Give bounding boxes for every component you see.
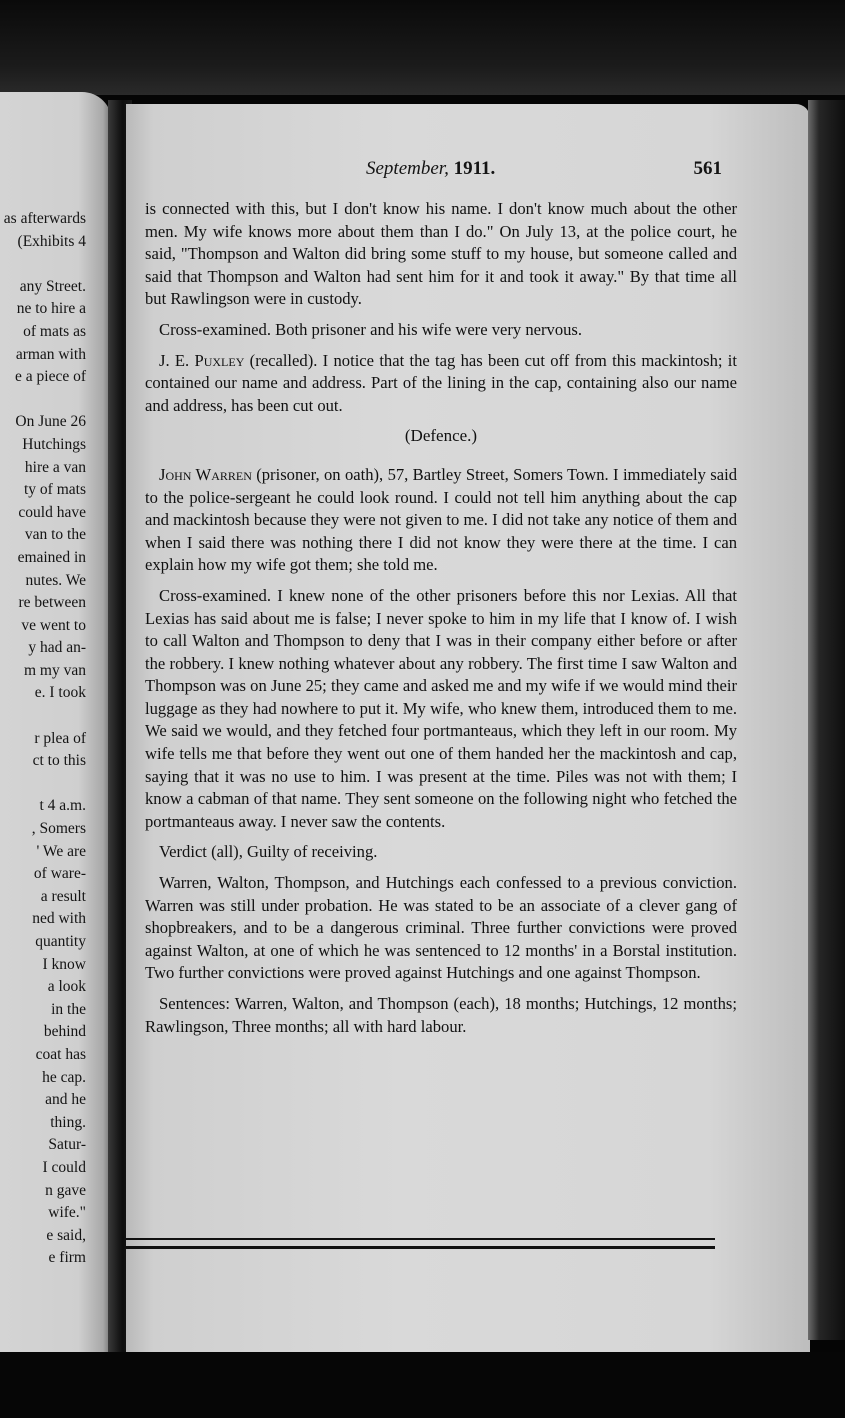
left-page-fragment: I know (42, 955, 86, 973)
header-date: September, 1911. (366, 158, 496, 179)
left-page-fragment: and he (45, 1091, 86, 1109)
left-page-fragment: could have (18, 503, 86, 521)
left-page-fragment: I could (42, 1158, 86, 1176)
left-page-fragment: On June 26 (15, 413, 86, 431)
page-number: 561 (693, 158, 722, 179)
left-page-fragment: quantity (35, 933, 86, 950)
left-page-fragment (4, 253, 86, 276)
left-page-fragment: nutes. We (25, 571, 86, 589)
left-page-fragment: ct to this (32, 752, 86, 770)
witness-name: J. E. Puxley (159, 350, 245, 370)
left-page-fragment: ne to hire a (16, 300, 86, 318)
paragraph-warren-testimony (145, 464, 737, 577)
left-page-fragment: , Somers (31, 820, 86, 838)
page-body (145, 198, 737, 1038)
left-page-fragment: ned with (32, 910, 86, 928)
header-month: September (366, 158, 445, 179)
left-page-fragment: arman with (15, 345, 86, 363)
left-page-fragment: of mats as (23, 322, 86, 340)
left-page-fragment: ty of mats (24, 481, 86, 499)
left-page-fragment (4, 773, 86, 796)
paragraph-continued-testimony: is connected with this, but I don't know his name. I don't know much about the other men. My wife knows more about them than I do." On July 13, at the police court, he said, "Thompson and Walton did bring some stuff to my house, but someone called and said that Thompson and Walton had sent him for it and took it away." By that time all but Rawlingson were in custody. (145, 199, 737, 309)
left-facing-page (0, 92, 112, 1352)
left-page-fragment: behind (43, 1023, 86, 1041)
left-page-fragment: coat has (35, 1045, 86, 1063)
prisoner-testimony: (prisoner, on oath), 57, Bartley Street, Somers Town. I immediately said to the police-sergeant he could look round. I could not tell him anything about the cap and mackintosh because they were not given to me. I did not take any notice of them and when I said there was nothing there I did not know they were there at the time. I can explain how my wife got them; she told me. (145, 464, 737, 575)
left-page-fragment (4, 705, 86, 728)
left-page-fragment: thing. (50, 1113, 86, 1131)
paragraph-sentences: Sentences: Warren, Walton, and Thompson (each), 18 months; Hutchings, 12 months; Rawlingson, Three months; all with hard labour. (145, 994, 737, 1036)
scan-background-top (0, 0, 845, 95)
header-year: 1911. (453, 158, 496, 179)
running-header (366, 158, 722, 186)
left-page-fragment: emained in (17, 548, 86, 566)
paragraph-convictions: Warren, Walton, Thompson, and Hutchings each confessed to a previous conviction. Warren was still under probation. He was stated to be an associate of a clever gang of shopbreakers, and to be a dangerous criminal. Three further convictions were proved against Walton, at one of which he was sentenced to 12 months' in a Borstal institution. Two further convictions were proved against Hutchings and one against Thompson. (145, 873, 737, 983)
left-page-text-column (4, 208, 86, 1270)
paragraph-cross-examined-2: Cross-examined. I knew none of the other prisoners before this nor Lexias. All that Lexias has said about me is false; I never spoke to him in my life that I know of. I wish to call Walton and Thompson to deny that I was in their company either before or after the robbery. I knew nothing whatever about any robbery. The first time I saw Walton and Thompson was on June 25; they came and asked me and my wife if we would mind their luggage as they had nowhere to put it. My wife, who knew them, introduced them to me. We said we would, and they fetched four portmanteaus, which they left in our room. My wife tells me that before they went out one of them handed her the mackintosh and cap, saying that it was no use to him. I was present at the time. Piles was not with them; I know a cabman of that name. They sent someone on the following night who fetched the portmanteaus away. I never saw the contents. (145, 585, 737, 831)
left-page-fragment: hire a van (24, 458, 86, 476)
left-page-fragment: Hutchings (22, 435, 86, 453)
left-page-fragment: e a piece of (15, 368, 86, 386)
left-page-fragment: a result (40, 887, 86, 905)
scan-background-bottom (0, 1352, 845, 1418)
left-page-fragment: van to the (24, 526, 86, 544)
left-page-fragment: e. I took (34, 684, 86, 702)
paragraph-puxley-recalled (145, 350, 737, 418)
left-page-fragment (4, 389, 86, 412)
left-page-fragment: wife." (48, 1204, 86, 1222)
left-page-fragment: t 4 a.m. (39, 797, 86, 815)
left-page-fragment: a look (47, 978, 86, 996)
left-page-fragment: he cap. (42, 1068, 86, 1086)
left-page-fragment: in the (51, 1000, 86, 1018)
end-of-case-rule (126, 1238, 715, 1249)
left-page-fragment: any Street. (19, 277, 86, 295)
left-page-fragment: r plea of (34, 729, 86, 747)
left-page-fragment: m my van (24, 661, 86, 679)
left-page-fragment: e said, (46, 1226, 86, 1244)
section-heading-defence: (Defence.) (404, 426, 478, 446)
left-page-fragment: n gave (45, 1181, 86, 1199)
left-page-fragment: re between (18, 594, 86, 612)
left-page-fragment: as afterwards (3, 210, 86, 227)
left-page-fragment: y had an- (28, 639, 86, 657)
page-edge-stack (808, 100, 845, 1340)
prisoner-name: John Warren (159, 464, 252, 484)
paragraph-cross-examined-1: Cross-examined. Both prisoner and his wife were very nervous. (159, 319, 583, 339)
left-page-fragment: (Exhibits 4 (17, 232, 86, 250)
left-page-fragment: e firm (48, 1249, 86, 1267)
witness-testimony: (recalled). I notice that the tag has been cut off from this mackintosh; it contained our name and address. Part of the lining in the cap, containing also our name and address, has been cut out. (145, 350, 738, 415)
left-page-fragment: ve went to (21, 616, 86, 634)
left-page-fragment: Satur- (48, 1136, 86, 1154)
paragraph-verdict: Verdict (all), Guilty of receiving. (159, 842, 378, 862)
left-page-fragment: of ware- (33, 865, 86, 883)
left-page-fragment: ' We are (36, 842, 86, 860)
